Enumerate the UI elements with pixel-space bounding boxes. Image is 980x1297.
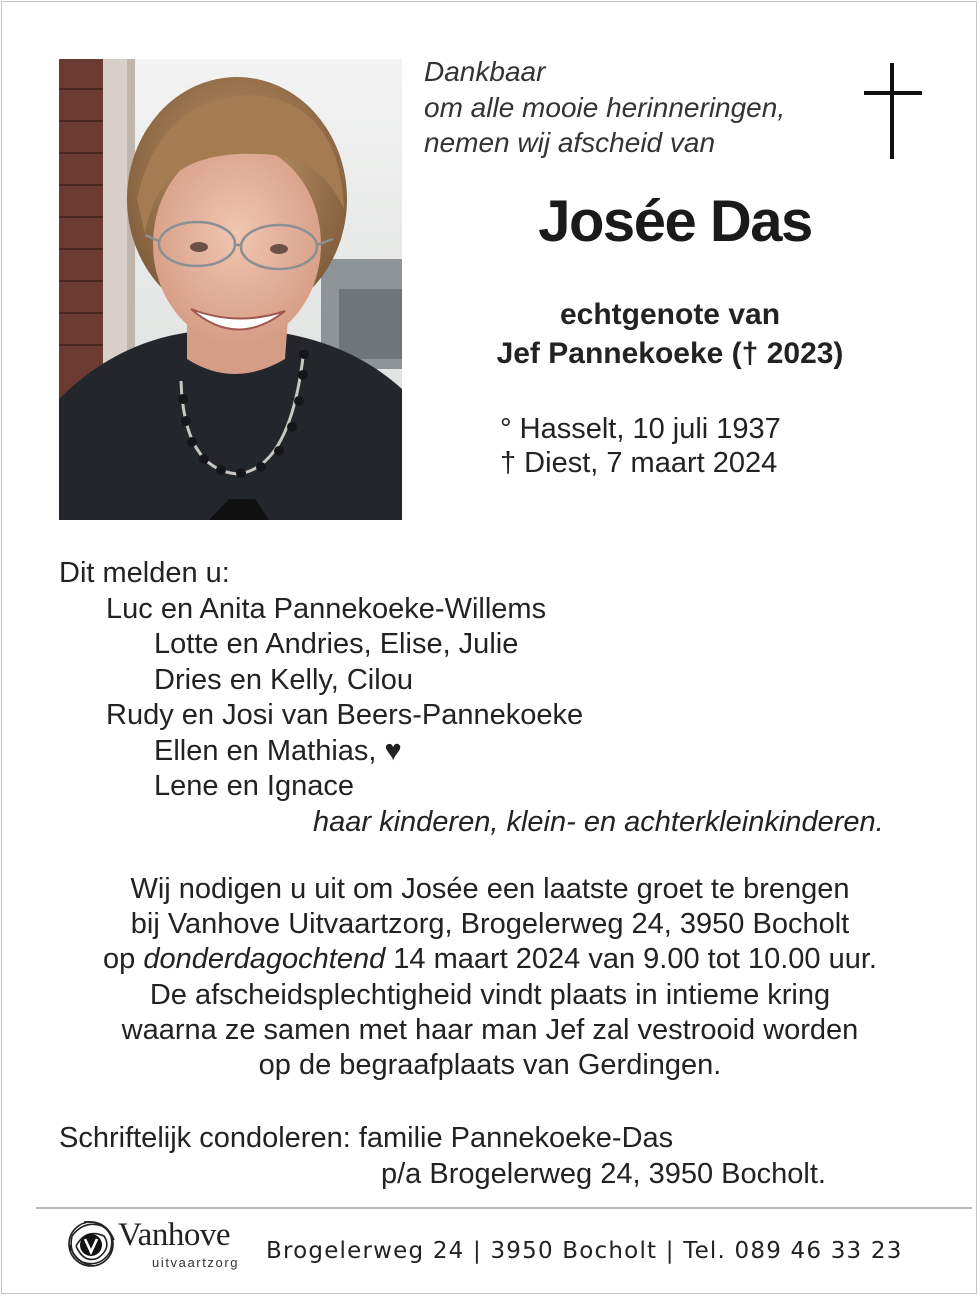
- condolence-address: p/a Brogelerweg 24, 3950 Bocholt.: [381, 1157, 826, 1190]
- deceased-name: Josée Das: [538, 189, 812, 254]
- invitation-line: Wij nodigen u uit om Josée een laatste groet te brengen: [130, 873, 850, 905]
- intro-line: Dankbaar: [424, 56, 546, 87]
- spouse-info: [420, 295, 920, 373]
- family-member: Lene en Ignace: [154, 770, 354, 802]
- spouse-label: echtgenote van: [559, 298, 781, 331]
- family-heading: Dit melden u:: [59, 557, 230, 589]
- condolence-info: [59, 1121, 826, 1192]
- family-relation: haar kinderen, klein- en achterkleinkinderen.: [313, 805, 884, 838]
- family-member: Dries en Kelly, Cilou: [154, 663, 413, 696]
- cross-icon: [864, 63, 922, 159]
- footer-divider: [36, 1207, 972, 1209]
- logo-name: Vanhove: [118, 1217, 230, 1253]
- invitation-prefix: op: [103, 943, 136, 976]
- invitation-line: De afscheidsplechtigheid vindt plaats in intieme kring: [149, 978, 831, 1011]
- life-dates: [500, 412, 781, 480]
- condolence-line: Schriftelijk condoleren: familie Pannekoeke-Das: [59, 1122, 674, 1154]
- invitation-line: [40, 942, 940, 977]
- invitation-day: donderdagochtend: [143, 943, 386, 976]
- invitation-line: waarna ze samen met haar man Jef zal vestrooid worden: [121, 1013, 859, 1046]
- invitation-line: op de begraafplaats van Gerdingen.: [258, 1049, 722, 1082]
- family-member: Lotte en Andries, Elise, Julie: [154, 628, 519, 660]
- logo-subtitle: uitvaartzorg: [152, 1255, 240, 1270]
- intro-line: nemen wij afscheid van: [424, 127, 716, 158]
- family-list: [59, 556, 939, 840]
- death-date: † Diest, 7 maart 2024: [500, 447, 778, 479]
- family-member: Luc en Anita Pannekoeke-Willems: [106, 592, 547, 625]
- portrait-photo: [59, 59, 402, 520]
- vanhove-logo: [64, 1214, 264, 1274]
- invitation-time: 14 maart 2024 van 9.00 tot 10.00 uur.: [393, 943, 877, 976]
- spouse-name: Jef Pannekoeke († 2023): [496, 337, 844, 370]
- vanhove-logo-mark: [64, 1216, 118, 1272]
- family-member: Rudy en Josi van Beers-Pannekoeke: [106, 699, 584, 731]
- invitation-line: bij Vanhove Uitvaartzorg, Brogelerweg 24, 3950 Bocholt: [130, 908, 850, 941]
- footer-address: Brogelerweg 24 | 3950 Bocholt | Tel. 089 46 33 23: [266, 1238, 903, 1264]
- intro-line: om alle mooie herinneringen,: [424, 91, 786, 123]
- birth-date: ° Hasselt, 10 juli 1937: [500, 413, 781, 445]
- invitation-text: [40, 872, 940, 1083]
- family-member: Ellen en Mathias, ♥: [154, 734, 402, 767]
- intro-text: [424, 54, 785, 161]
